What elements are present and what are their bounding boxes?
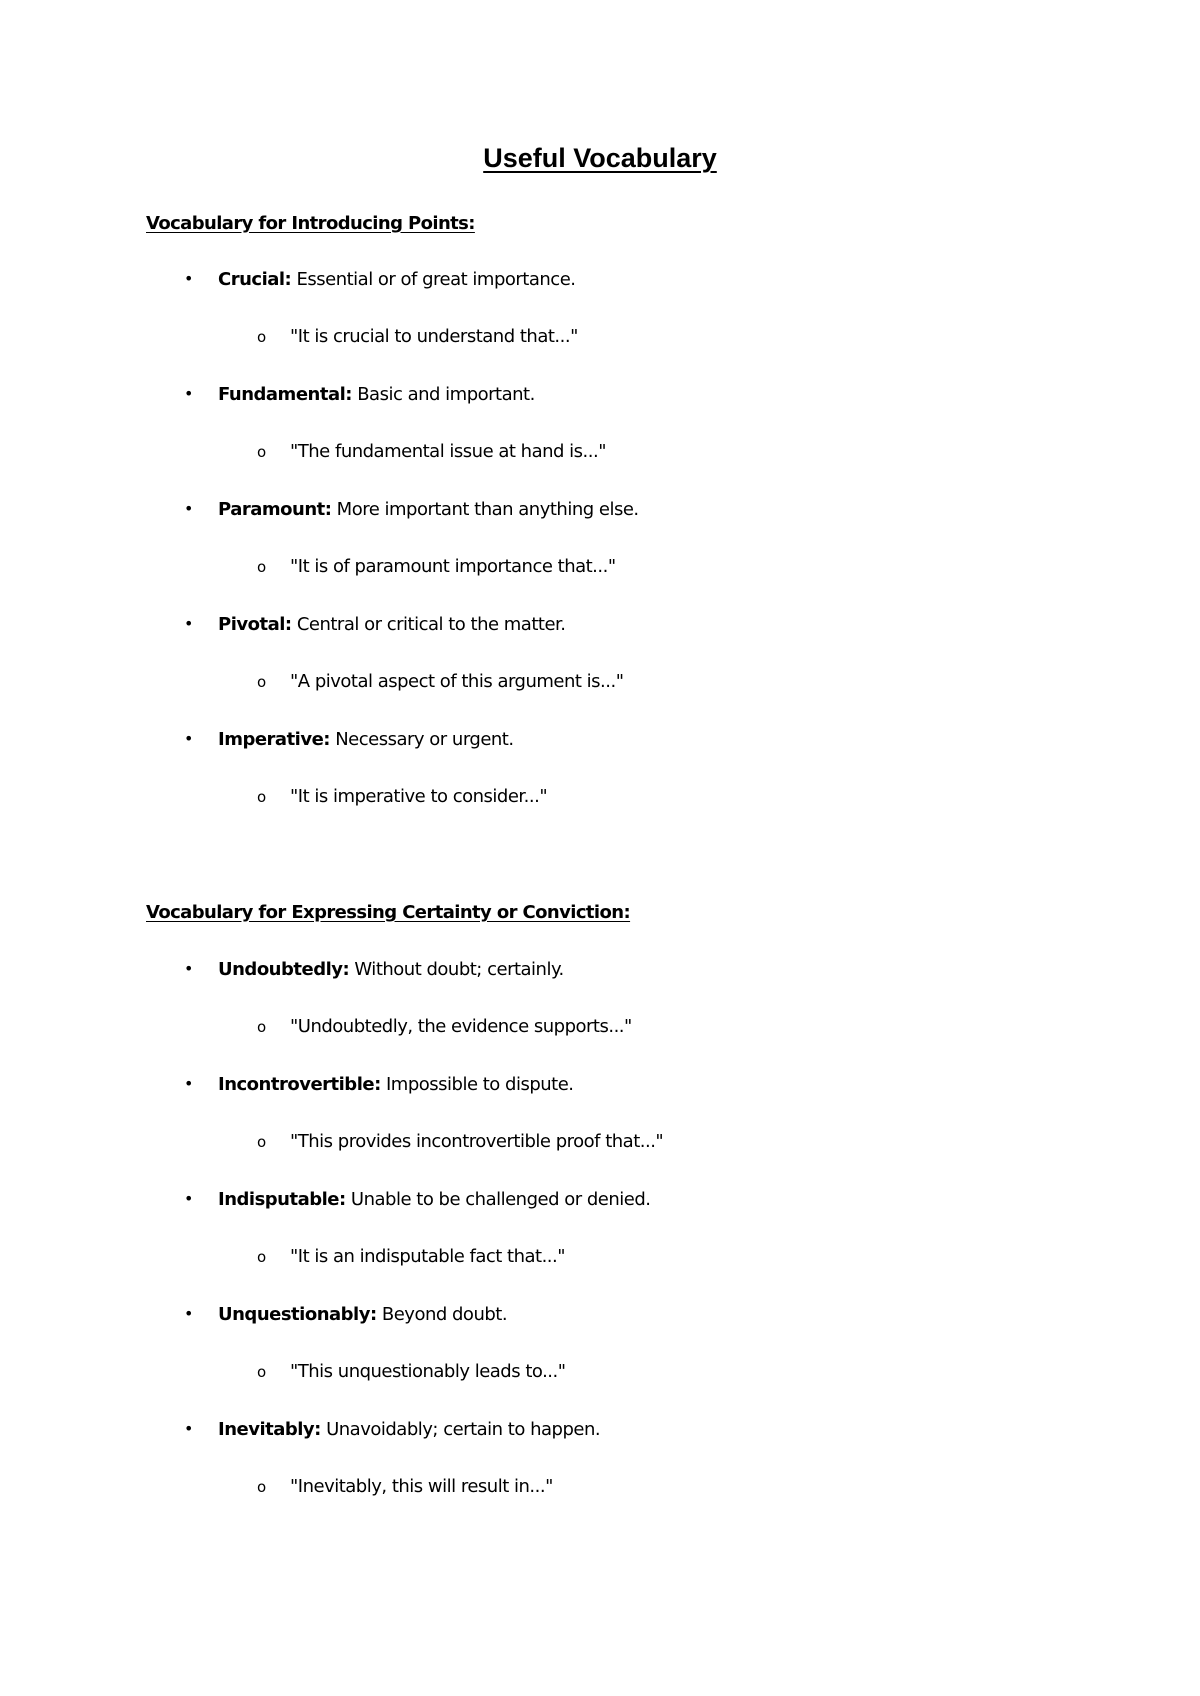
example-item [257,1016,632,1037]
sub-bullet-marker: o [257,328,266,346]
sub-bullet-marker: o [257,1248,266,1266]
bullet-marker: • [184,384,193,403]
list-item [184,1419,601,1440]
sub-bullet-marker: o [257,1363,266,1381]
example-item [257,1361,566,1382]
example-text: "This provides incontrovertible proof that..." [290,1131,664,1152]
example-text: "It is imperative to consider..." [290,786,548,807]
example-item [257,671,624,692]
section-heading-certainty-conviction: Vocabulary for Expressing Certainty or Conviction: [146,902,631,923]
list-item [184,499,639,520]
bullet-marker: • [184,959,193,978]
example-text: "Inevitably, this will result in..." [290,1476,553,1497]
list-item [184,1074,574,1095]
bullet-marker: • [184,614,193,633]
term: Inevitably: [218,1419,321,1440]
definition: Without doubt; certainly. [349,959,564,980]
example-item [257,1131,664,1152]
definition: Unable to be challenged or denied. [345,1189,651,1210]
example-item [257,441,607,462]
definition: Central or critical to the matter. [291,614,566,635]
term: Pivotal: [218,614,292,635]
example-text: "A pivotal aspect of this argument is..." [290,671,624,692]
section-heading-introducing-points: Vocabulary for Introducing Points: [146,213,475,234]
example-text: "It is an indisputable fact that..." [290,1246,566,1267]
page-title: Useful Vocabulary [483,143,717,173]
example-text: "The fundamental issue at hand is..." [290,441,607,462]
example-item [257,1476,553,1497]
example-text: "This unquestionably leads to..." [290,1361,566,1382]
sub-bullet-marker: o [257,443,266,461]
term: Unquestionably: [218,1304,377,1325]
sub-bullet-marker: o [257,673,266,691]
bullet-marker: • [184,1189,193,1208]
example-item [257,556,616,577]
bullet-marker: • [184,499,193,518]
definition: Impossible to dispute. [380,1074,574,1095]
sub-bullet-marker: o [257,1478,266,1496]
list-item [184,384,535,405]
term: Indisputable: [218,1189,346,1210]
term: Undoubtedly: [218,959,350,980]
list-item [184,959,564,980]
sub-bullet-marker: o [257,558,266,576]
term: Imperative: [218,729,330,750]
definition: More important than anything else. [331,499,639,520]
list-item [184,269,576,290]
list-item [184,729,514,750]
bullet-marker: • [184,269,193,288]
term: Paramount: [218,499,332,520]
definition: Unavoidably; certain to happen. [320,1419,601,1440]
definition: Beyond doubt. [376,1304,508,1325]
list-item [184,1304,508,1325]
example-text: "It is crucial to understand that..." [290,326,578,347]
bullet-marker: • [184,1304,193,1323]
example-text: "It is of paramount importance that..." [290,556,616,577]
definition: Necessary or urgent. [329,729,514,750]
bullet-marker: • [184,1419,193,1438]
example-item [257,326,578,347]
bullet-marker: • [184,1074,193,1093]
term: Fundamental: [218,384,352,405]
example-item [257,1246,566,1267]
sub-bullet-marker: o [257,788,266,806]
list-item [184,1189,651,1210]
bullet-marker: • [184,729,193,748]
definition: Essential or of great importance. [291,269,576,290]
sub-bullet-marker: o [257,1133,266,1151]
example-text: "Undoubtedly, the evidence supports..." [290,1016,632,1037]
definition: Basic and important. [351,384,535,405]
term: Incontrovertible: [218,1074,381,1095]
list-item [184,614,566,635]
example-item [257,786,548,807]
term: Crucial: [218,269,292,290]
sub-bullet-marker: o [257,1018,266,1036]
